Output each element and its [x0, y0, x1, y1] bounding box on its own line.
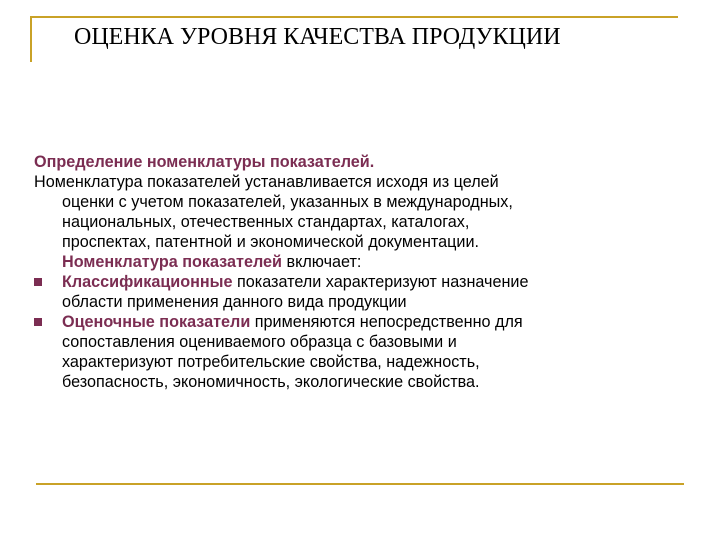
- square-bullet-icon: [34, 278, 42, 286]
- section-heading: Определение номенклатуры показателей.: [34, 153, 375, 171]
- bullet-text-line-3: характеризуют потребительские свойства, надежность,: [62, 353, 480, 371]
- bullet-accent: Классификационные: [62, 273, 233, 291]
- intro-accent: Номенклатура показателей: [62, 253, 282, 271]
- bullet-accent: Оценочные показатели: [62, 313, 251, 331]
- bottom-divider: [36, 483, 684, 485]
- intro-line-3: национальных, отечественных стандартах, каталогах,: [62, 213, 470, 231]
- square-bullet-icon: [34, 318, 42, 326]
- bullet-text-line-2: области применения данного вида продукции: [62, 293, 407, 311]
- bullet-text-line-4: безопасность, экономичность, экологические свойства.: [62, 373, 480, 391]
- bullet-item-classification: [34, 272, 694, 312]
- page-title: ОЦЕНКА УРОВНЯ КАЧЕСТВА ПРОДУКЦИИ: [74, 24, 561, 50]
- bullet-text-line-2: сопоставления оцениваемого образца с базовыми и: [62, 333, 457, 351]
- intro-line-1: Номенклатура показателей устанавливается исходя из целей: [34, 173, 499, 191]
- intro-paragraph: [34, 172, 694, 272]
- bullet-item-evaluation: [34, 312, 694, 392]
- intro-line-4: проспектах, патентной и экономической документации.: [62, 233, 480, 251]
- intro-tail: включает:: [281, 253, 362, 271]
- bullet-text: применяются непосредственно для: [250, 313, 523, 331]
- slide-body: [34, 152, 694, 392]
- intro-line-2: оценки с учетом показателей, указанных в международных,: [62, 193, 513, 211]
- bullet-text: показатели характеризуют назначение: [232, 273, 529, 291]
